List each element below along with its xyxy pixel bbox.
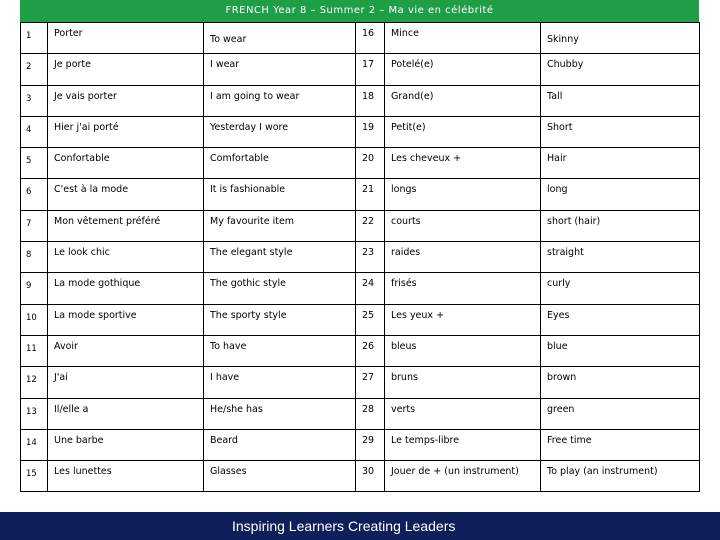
french-term: Mon vêtement préféré [48, 210, 204, 241]
table-row [21, 179, 700, 210]
english-term: brown [541, 367, 700, 398]
row-number: 18 [356, 85, 385, 116]
table-row [21, 85, 700, 116]
row-number: 15 [21, 461, 48, 492]
row-number: 27 [356, 367, 385, 398]
row-number: 14 [21, 429, 48, 460]
english-term: long [541, 179, 700, 210]
table-row [21, 23, 700, 54]
english-term: Beard [204, 429, 356, 460]
row-number: 6 [21, 179, 48, 210]
english-term: The elegant style [204, 242, 356, 273]
row-number: 8 [21, 242, 48, 273]
english-term: straight [541, 242, 700, 273]
row-number: 5 [21, 148, 48, 179]
row-number: 24 [356, 273, 385, 304]
row-number: 4 [21, 116, 48, 147]
row-number: 29 [356, 429, 385, 460]
french-term: Confortable [48, 148, 204, 179]
french-term: La mode gothique [48, 273, 204, 304]
english-term: Eyes [541, 304, 700, 335]
english-term: Yesterday I wore [204, 116, 356, 147]
english-term: Chubby [541, 54, 700, 85]
english-term: To play (an instrument) [541, 461, 700, 492]
row-number: 3 [21, 85, 48, 116]
row-number: 25 [356, 304, 385, 335]
french-term: courts [385, 210, 541, 241]
row-number: 21 [356, 179, 385, 210]
row-number: 9 [21, 273, 48, 304]
french-term: Le temps-libre [385, 429, 541, 460]
french-term: Hier j'ai porté [48, 116, 204, 147]
french-term: longs [385, 179, 541, 210]
table-row [21, 461, 700, 492]
french-term: Potelé(e) [385, 54, 541, 85]
english-term: Free time [541, 429, 700, 460]
table-row [21, 335, 700, 366]
english-term: Short [541, 116, 700, 147]
french-term: Avoir [48, 335, 204, 366]
row-number: 1 [21, 23, 48, 54]
row-number: 11 [21, 335, 48, 366]
french-term: Le look chic [48, 242, 204, 273]
english-term: The sporty style [204, 304, 356, 335]
row-number: 20 [356, 148, 385, 179]
english-term: Skinny [541, 23, 700, 54]
french-term: bruns [385, 367, 541, 398]
row-number: 2 [21, 54, 48, 85]
row-number: 28 [356, 398, 385, 429]
french-term: Je porte [48, 54, 204, 85]
row-number: 22 [356, 210, 385, 241]
french-term: Porter [48, 23, 204, 54]
table-row [21, 148, 700, 179]
row-number: 19 [356, 116, 385, 147]
french-term: Mince [385, 23, 541, 54]
french-term: Il/elle a [48, 398, 204, 429]
table-row [21, 273, 700, 304]
french-term: raides [385, 242, 541, 273]
row-number: 13 [21, 398, 48, 429]
french-term: Les yeux + [385, 304, 541, 335]
french-term: J'ai [48, 367, 204, 398]
table-row [21, 116, 700, 147]
french-term: La mode sportive [48, 304, 204, 335]
table-row [21, 304, 700, 335]
english-term: I have [204, 367, 356, 398]
english-term: He/she has [204, 398, 356, 429]
french-term: bleus [385, 335, 541, 366]
table-row [21, 210, 700, 241]
table-row [21, 398, 700, 429]
row-number: 12 [21, 367, 48, 398]
table-row [21, 367, 700, 398]
row-number: 7 [21, 210, 48, 241]
page-title: FRENCH Year 8 – Summer 2 – Ma vie en célébrité [20, 0, 699, 22]
english-term: green [541, 398, 700, 429]
row-number: 30 [356, 461, 385, 492]
footer-slogan: Inspiring Learners Creating Leaders [232, 518, 456, 534]
french-term: frisés [385, 273, 541, 304]
english-term: The gothic style [204, 273, 356, 304]
vocabulary-table [20, 22, 700, 492]
row-number: 23 [356, 242, 385, 273]
table-row [21, 429, 700, 460]
english-term: Comfortable [204, 148, 356, 179]
french-term: Grand(e) [385, 85, 541, 116]
english-term: To wear [204, 23, 356, 54]
table-row [21, 242, 700, 273]
english-term: To have [204, 335, 356, 366]
english-term: Glasses [204, 461, 356, 492]
french-term: C'est à la mode [48, 179, 204, 210]
french-term: Jouer de + (un instrument) [385, 461, 541, 492]
english-term: I am going to wear [204, 85, 356, 116]
english-term: I wear [204, 54, 356, 85]
french-term: Les cheveux + [385, 148, 541, 179]
french-term: Une barbe [48, 429, 204, 460]
french-term: Les lunettes [48, 461, 204, 492]
row-number: 16 [356, 23, 385, 54]
row-number: 26 [356, 335, 385, 366]
row-number: 10 [21, 304, 48, 335]
english-term: Tall [541, 85, 700, 116]
row-number: 17 [356, 54, 385, 85]
english-term: short (hair) [541, 210, 700, 241]
english-term: blue [541, 335, 700, 366]
french-term: Je vais porter [48, 85, 204, 116]
english-term: It is fashionable [204, 179, 356, 210]
footer-banner [0, 512, 720, 540]
english-term: Hair [541, 148, 700, 179]
english-term: My favourite item [204, 210, 356, 241]
english-term: curly [541, 273, 700, 304]
french-term: Petit(e) [385, 116, 541, 147]
table-row [21, 54, 700, 85]
french-term: verts [385, 398, 541, 429]
